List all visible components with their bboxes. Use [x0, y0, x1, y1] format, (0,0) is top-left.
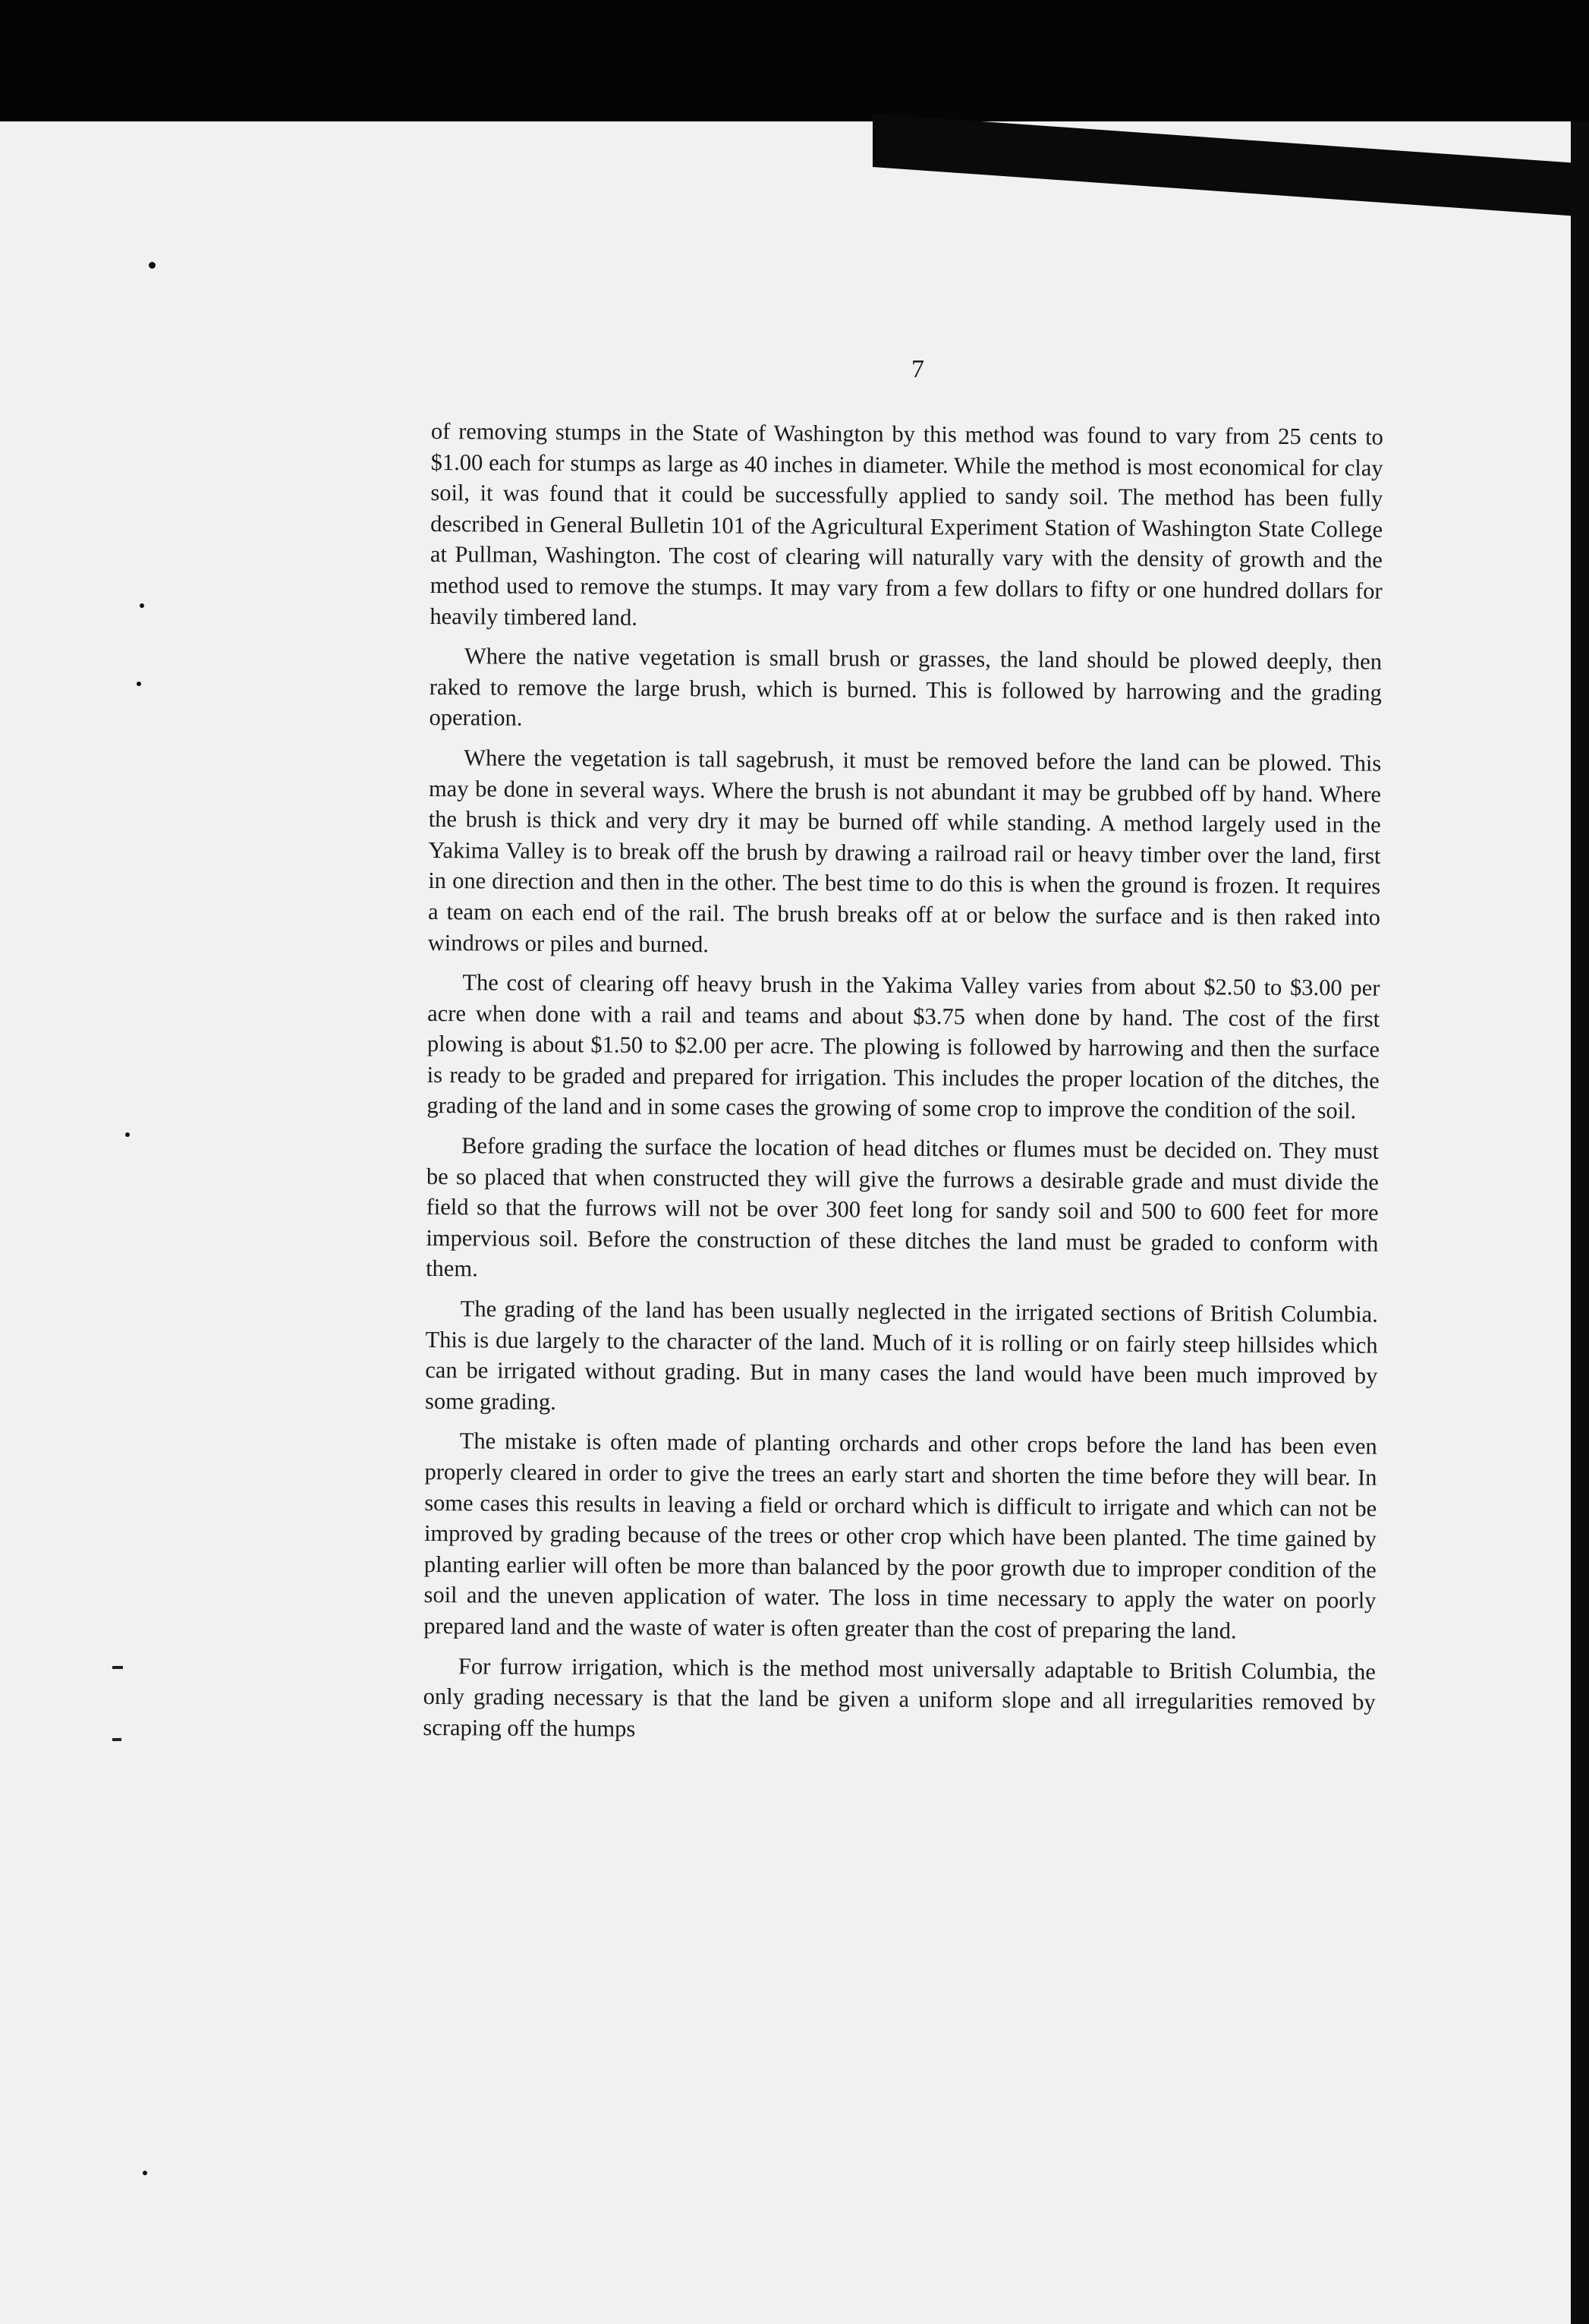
margin-speck	[137, 682, 141, 686]
paragraph: The mistake is often made of planting orchards and other crops before the land has been even properly cleared in order to give the trees an early start and shorten the time before they will bear. In some cases this results in leaving a field or orchard which is difficult to irrigate and which can not be improved by grading because of the trees or other crop which have been planted. The time gained by planting earlier will often be more than balanced by the poor growth due to improper condition of the soil and the uneven application of water. The loss in time necessary to apply the water on poorly prepared land and the waste of water is often greater than the cost of preparing the land.	[423, 1428, 1377, 1644]
margin-speck	[149, 262, 156, 269]
margin-speck	[140, 603, 144, 608]
paragraph: Where the native vegetation is small brush or grasses, the land should be plowed deeply, then raked to remove the large brush, which is burned. This is followed by harrowing and the grading operation.	[429, 643, 1383, 732]
paragraph: The cost of clearing off heavy brush in the Yakima Valley varies from about $2.50 to $3.00 per acre when done with a rail and teams and about $3.75 when done by hand. The cost of the first plowing is about $1.50 to $2.00 per acre. The plowing is followed by harrowing and then the surface is ready to be graded and prepared for irrigation. This includes the proper location of the ditches, the grading of the land and in some cases the growing of some crop to improve the condition of the soil.	[426, 969, 1380, 1124]
margin-speck	[125, 1132, 130, 1137]
paragraph: The grading of the land has been usually neglected in the irrigated sections of British Columbia. This is due largely to the character of the land. Much of it is rolling or on fairly steep hillsides which can be irrigated without grading. But in many cases the land would have been much improved by some grading.	[424, 1296, 1378, 1415]
page-number: 7	[911, 355, 925, 383]
paragraph: Where the vegetation is tall sagebrush, it must be removed before the land can be plowed. This may be done in several ways. Where the brush is not abundant it may be grubbed off by hand. Where the brush is thick and very dry it may be burned off while standing. A method largely used in the Yakima Valley is to break off the brush by drawing a railroad rail or heavy timber over the land, first in one direction and then in the other. The best time to do this is when the ground is frozen. It requires a team on each end of the rail. The brush breaks off at or below the surface and is then raked into windrows or piles and burned.	[427, 745, 1382, 957]
scan-right-edge-shadow	[1571, 121, 1589, 2324]
body-text	[423, 416, 1383, 1758]
margin-speck	[112, 1738, 121, 1741]
margin-speck	[143, 2171, 147, 2175]
paragraph: of removing stumps in the State of Washington by this method was found to vary from 25 cents to $1.00 each for stumps as large as 40 inches in diameter. While the method is most economical for clay soil, it was found that it could be successfully applied to sandy soil. The method has been fully described in General Bulletin 101 of the Agricultural Experiment Station of Washington State College at Pullman, Washington. The cost of clearing will naturally vary with the density of growth and the method used to remove the stumps. It may vary from a few dollars to fifty or one hundred dollars for heavily timbered land.	[430, 417, 1383, 631]
margin-speck	[112, 1666, 123, 1669]
paragraph: Before grading the surface the location of head ditches or flumes must be decided on. They must be so placed that when constructed they will give the furrows a desirable grade and must divide the field so that the furrows will not be over 300 feet long for sandy soil and 500 to 600 feet for more impervious soil. Before the construction of these ditches the land must be graded to conform with them.	[426, 1132, 1380, 1282]
paragraph: For furrow irrigation, which is the method most universally adaptable to British Columbia, the only grading necessary is that the land be given a uniform slope and all irregularities removed by scraping off the humps	[423, 1652, 1377, 1742]
